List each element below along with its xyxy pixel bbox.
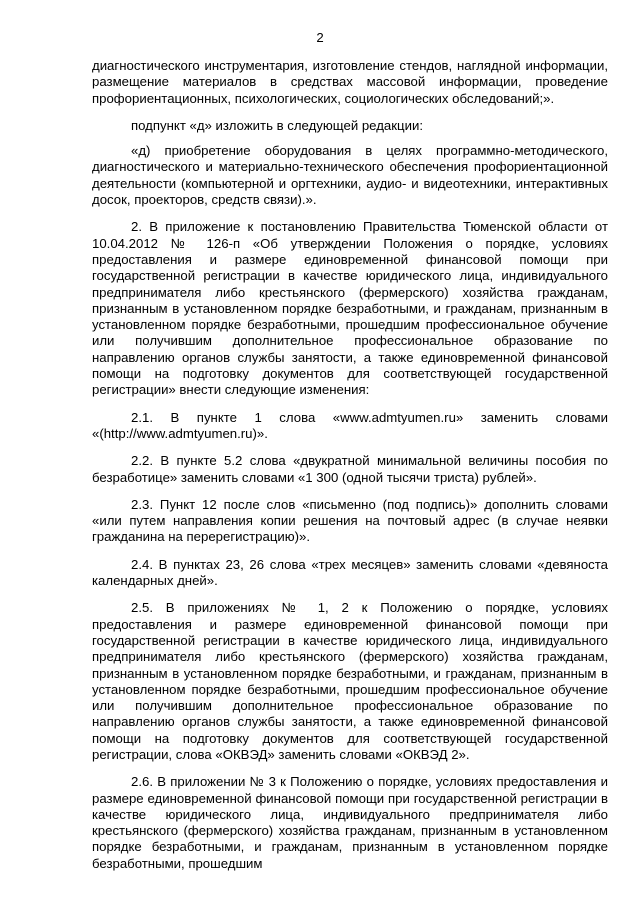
paragraph-diagnostic-tools: диагностического инструментария, изготовление стендов, наглядной информации, размещение материалов в средствах массовой информации, проведение профориентационных, психологических, социологических обследований;». (92, 58, 608, 106)
page-number: 2 (316, 30, 324, 45)
paragraph-item-2-6: 2.6. В приложении № 3 к Положению о порядке, условиях предоставления и размере единовременной финансовой помощи при государственной регистрации в качестве юридического лица, индивидуального предпринимателя либо крестьянского (фермерского) хозяйства гражданам, признанным в установленном порядке безработными, и гражданам, признанным в установленном порядке безработными, прошедшим (92, 774, 608, 871)
paragraph-item-2-1: 2.1. В пункте 1 слова «www.admtyumen.ru» заменить словами «(http://www.admtyumen.ru)». (92, 409, 608, 441)
paragraph-item-2: 2. В приложение к постановлению Правительства Тюменской области от 10.04.2012 № 126-п «Об утверждении Положения о порядке, условиях предоставления и размере единовременной финансовой помощи при государственной регистрации в качестве юридического лица, индивидуального предпринимателя либо крестьянского (фермерского) хозяйства гражданам, признанным в установленном порядке безработными, и гражданам, признанным в установленном порядке безработными, прошедшим профессиональное обучение или получившим дополнительное профессиональное образование по направлению органов службы занятости, а также единовременной финансовой помощи на подготовку документов для соответствующей государственной регистрации» внести следующие изменения: (92, 219, 608, 398)
paragraph-subitem-d-text: «д) приобретение оборудования в целях программно-методического, диагностического и материально-технического обеспечения профориентационной деятельности (компьютерной и оргтехники, аудио- и видеотехники, интерактивных досок, проекторов, средств связи).». (92, 143, 608, 208)
paragraph-subitem-d-intro: подпункт «д» изложить в следующей редакции: (131, 117, 423, 133)
document-body (92, 58, 608, 872)
paragraph-item-2-5: 2.5. В приложениях № 1, 2 к Положению о порядке, условиях предоставления и размере единовременной финансовой помощи при государственной регистрации в качестве юридического лица, индивидуального предпринимателя либо крестьянского (фермерского) хозяйства гражданам, признанным в установленном порядке безработными, и гражданам, признанным в установленном порядке безработными, прошедшим профессиональное обучение или получившим дополнительное профессиональное образование по направлению органов службы занятости, а также единовременной финансовой помощи на подготовку документов для соответствующей государственной регистрации, слова «ОКВЭД» заменить словами «ОКВЭД 2». (92, 600, 608, 762)
paragraph-item-2-3: 2.3. Пункт 12 после слов «письменно (под подпись)» дополнить словами «или путем направления копии решения на почтовый адрес (в случае неявки гражданина на перерегистрацию)». (92, 496, 608, 545)
paragraph-item-2-2: 2.2. В пункте 5.2 слова «двукратной минимальной величины пособия по безработице» заменить словами «1 300 (одной тысячи триста) рублей». (92, 453, 608, 485)
paragraph-item-2-4: 2.4. В пунктах 23, 26 слова «трех месяцев» заменить словами «девяноста календарных дней». (92, 556, 608, 589)
